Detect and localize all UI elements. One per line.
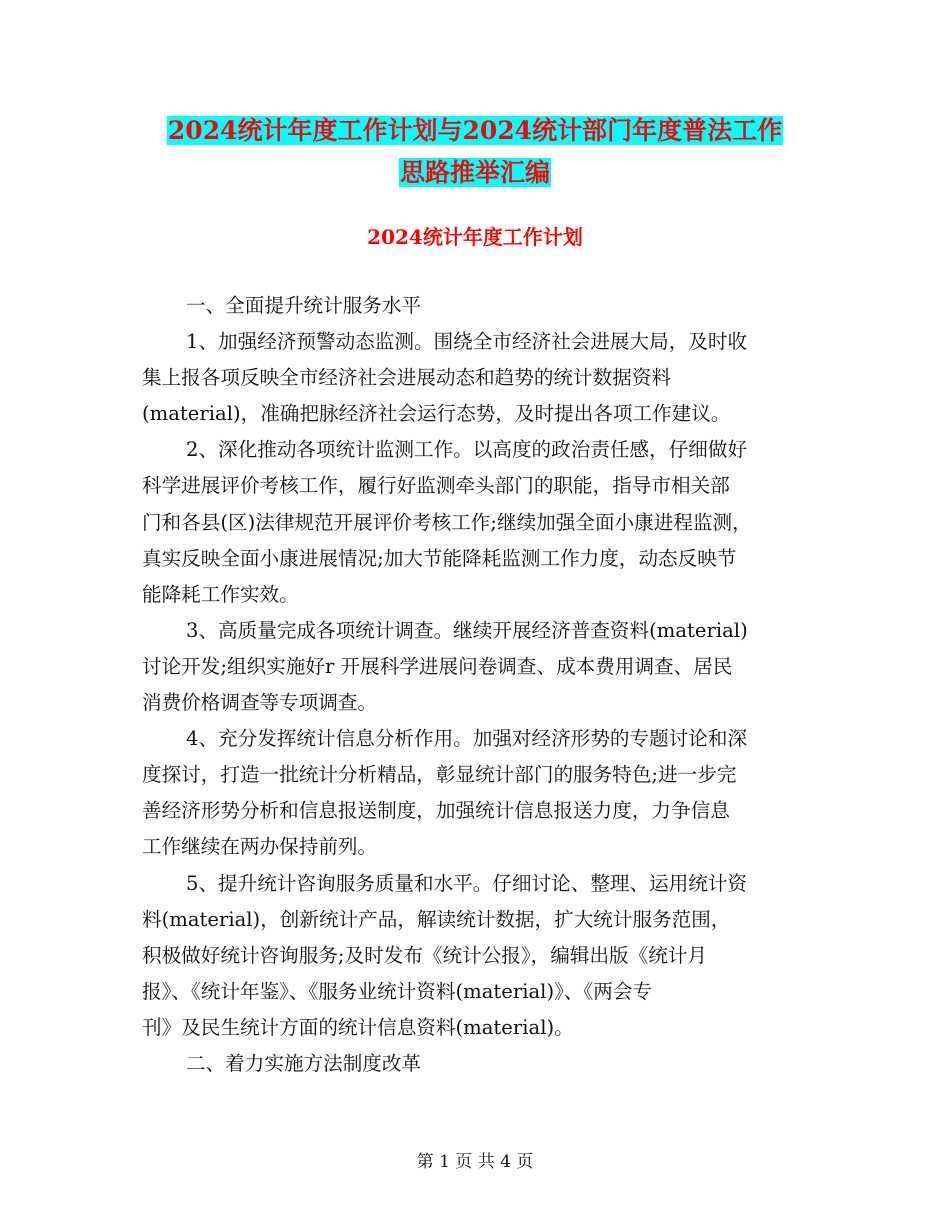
paragraph-line: 门和各县(区)法律规范开展评价考核工作;继续加强全面小康进程监测， xyxy=(142,510,752,534)
heading-1: 一、全面提升统计服务水平 xyxy=(186,294,422,317)
paragraph-line: 能降耗工作实效。 xyxy=(142,582,299,606)
paragraph-line: 工作继续在两办保持前列。 xyxy=(142,835,378,859)
paragraph-line: 真实反映全面小康进展情况;加大节能降耗监测工作力度，动态反映节 xyxy=(142,546,737,570)
document-body xyxy=(142,288,810,1082)
paragraph-line: 讨论开发;组织实施好r 开展科学进展问卷调查、成本费用调查、居民 xyxy=(142,654,733,678)
page-footer: 第 1 页 共 4 页 xyxy=(416,1152,534,1172)
paragraph-line: 集上报各项反映全市经济社会进展动态和趋势的统计数据资料 xyxy=(142,366,672,390)
paragraph-line: 积极做好统计咨询服务;及时发布《统计公报》，编辑出版《统计月 xyxy=(142,943,708,967)
paragraph-line: 度探讨，打造一批统计分析精品，彰显统计部门的服务特色;进一步完 xyxy=(142,763,737,787)
paragraph-line: 消费价格调查等专项调查。 xyxy=(142,691,378,715)
section-title: 2024统计年度工作计划 xyxy=(367,225,583,249)
paragraph-line: 2、深化推动各项统计监测工作。以高度的政治责任感，仔细做好 xyxy=(186,438,748,462)
paragraph-line: 3、高质量完成各项统计调查。继续开展经济普查资料(material) xyxy=(186,618,748,642)
title-highlight-1: 2024统计年度工作计划与2024统计部门年度普法工作 xyxy=(167,116,783,145)
paragraph-line: 报》、《统计年鉴》、《服务业统计资料(material)》、《两会专 xyxy=(142,979,653,1003)
document-title-line-1 xyxy=(0,116,950,146)
paragraph-line: 料(material)，创新统计产品，解读统计数据，扩大统计服务范围， xyxy=(142,907,731,931)
paragraph-line: 科学进展评价考核工作，履行好监测牵头部门的职能，指导市相关部 xyxy=(142,474,730,498)
paragraph-line: 刊》及民生统计方面的统计信息资料(material)。 xyxy=(142,1015,574,1039)
paragraph-line: 善经济形势分析和信息报送制度，加强统计信息报送力度，力争信息 xyxy=(142,799,730,823)
document-title-line-2 xyxy=(0,158,950,188)
paragraph-line: (material)，准确把脉经济社会运行态势，及时提出各项工作建议。 xyxy=(142,402,731,426)
paragraph-line: 4、充分发挥统计信息分析作用。加强对经济形势的专题讨论和深 xyxy=(186,727,748,751)
paragraph-line: 1、加强经济预警动态监测。围绕全市经济社会进展大局，及时收 xyxy=(186,330,748,354)
heading-2: 二、着力实施方法制度改革 xyxy=(186,1051,422,1075)
title-highlight-2: 思路推举汇编 xyxy=(399,158,550,187)
paragraph-line: 5、提升统计咨询服务质量和水平。仔细讨论、整理、运用统计资 xyxy=(186,871,748,895)
